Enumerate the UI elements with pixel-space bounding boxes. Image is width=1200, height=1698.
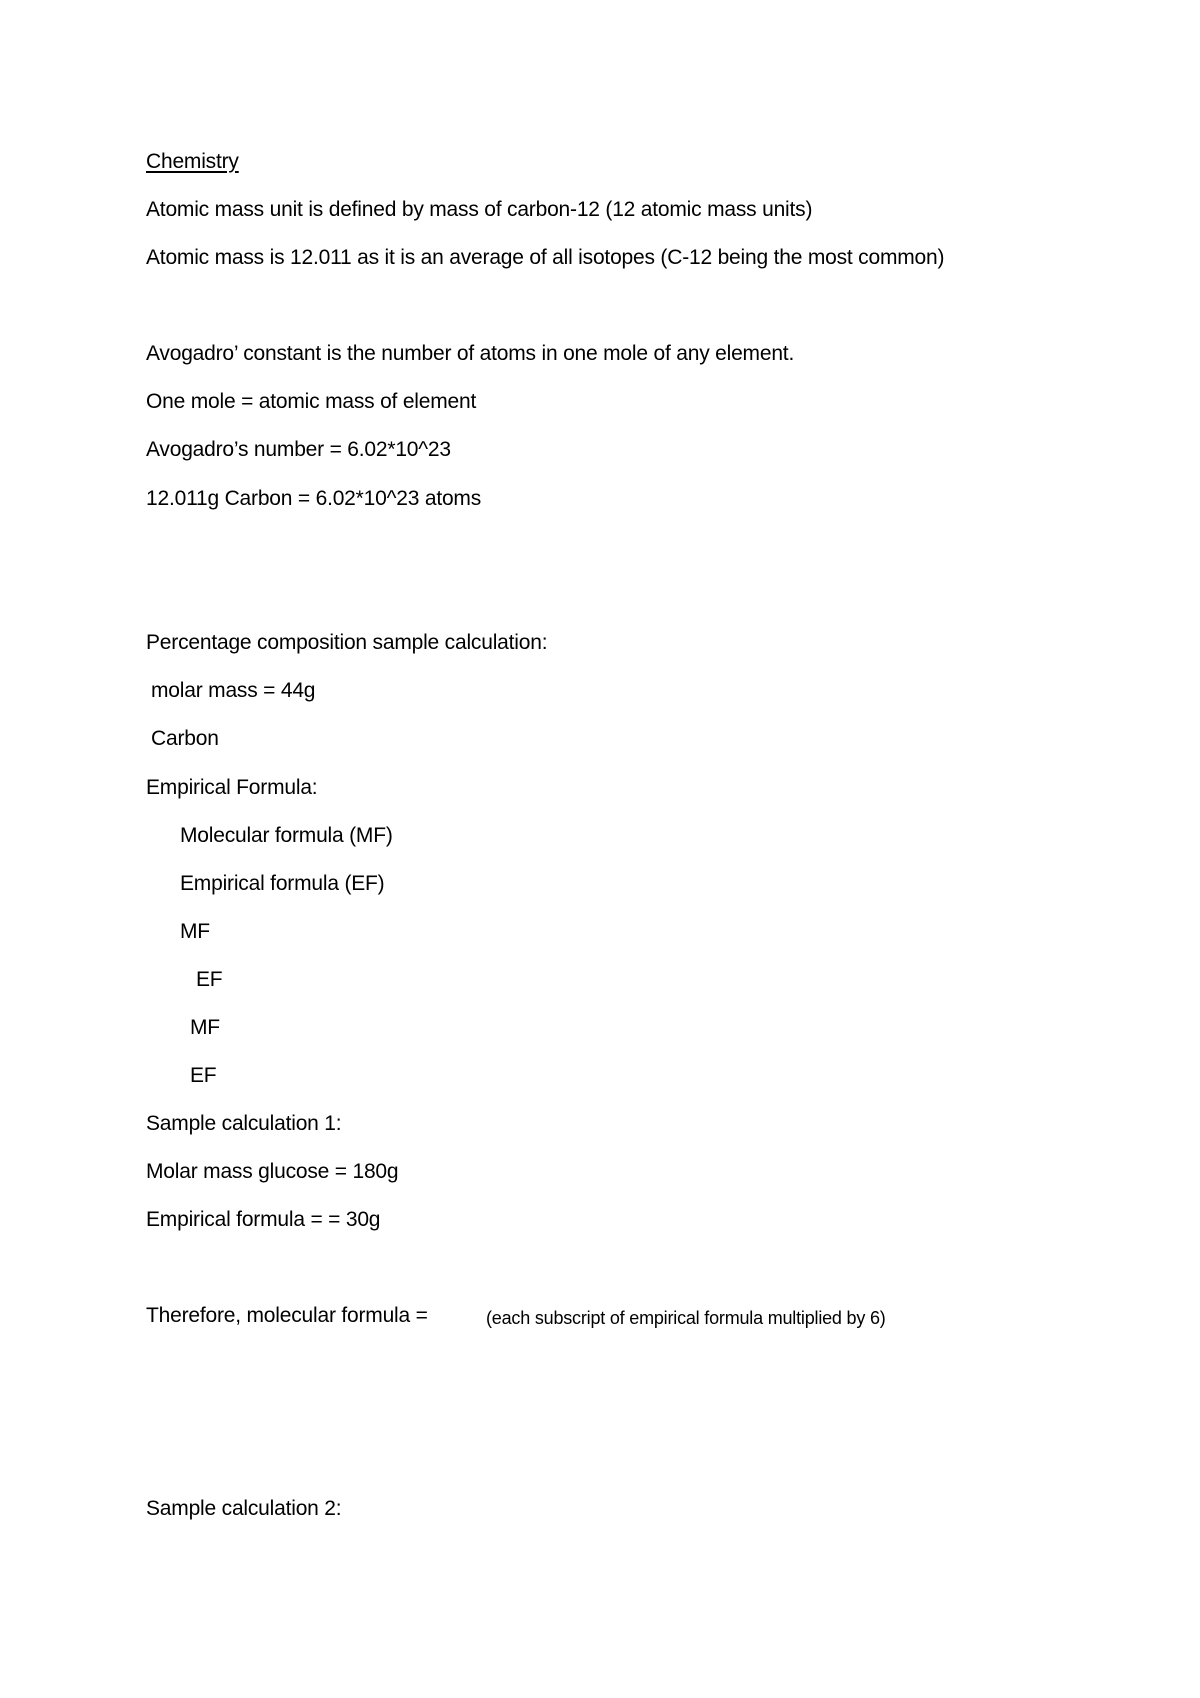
text-line-carbon: Carbon <box>151 727 219 750</box>
text-line-mf-1: MF <box>180 920 210 943</box>
text-line-atomic-mass-average: Atomic mass is 12.011 as it is an average of all isotopes (C-12 being the most common) <box>146 246 945 269</box>
text-line-mf-2: MF <box>190 1016 220 1039</box>
text-line-ef-1: EF <box>196 968 223 991</box>
document-heading: Chemistry <box>146 150 239 173</box>
text-line-avogadro-constant: Avogadro’ constant is the number of atoms in one mole of any element. <box>146 342 795 365</box>
text-line-amu-definition: Atomic mass unit is defined by mass of carbon-12 (12 atomic mass units) <box>146 198 813 221</box>
text-line-empirical-formula-value: Empirical formula = = 30g <box>146 1208 381 1231</box>
text-line-one-mole: One mole = atomic mass of element <box>146 390 477 413</box>
text-line-molar-mass-glucose: Molar mass glucose = 180g <box>146 1160 399 1183</box>
text-line-sample2-title: Sample calculation 2: <box>146 1497 342 1520</box>
text-line-empirical-formula: Empirical formula (EF) <box>180 872 385 895</box>
text-line-percentage-title: Percentage composition sample calculation: <box>146 631 548 654</box>
text-line-molar-mass: molar mass = 44g <box>151 679 316 702</box>
text-line-carbon-atoms: 12.011g Carbon = 6.02*10^23 atoms <box>146 487 482 510</box>
text-line-therefore: Therefore, molecular formula = <box>146 1304 428 1327</box>
text-line-therefore-note: (each subscript of empirical formula multiplied by 6) <box>486 1308 886 1328</box>
text-line-empirical-title: Empirical Formula: <box>146 776 318 799</box>
text-line-ef-2: EF <box>190 1064 217 1087</box>
text-line-molecular-formula: Molecular formula (MF) <box>180 824 393 847</box>
text-line-sample1-title: Sample calculation 1: <box>146 1112 342 1135</box>
text-line-avogadro-number: Avogadro’s number = 6.02*10^23 <box>146 438 451 461</box>
